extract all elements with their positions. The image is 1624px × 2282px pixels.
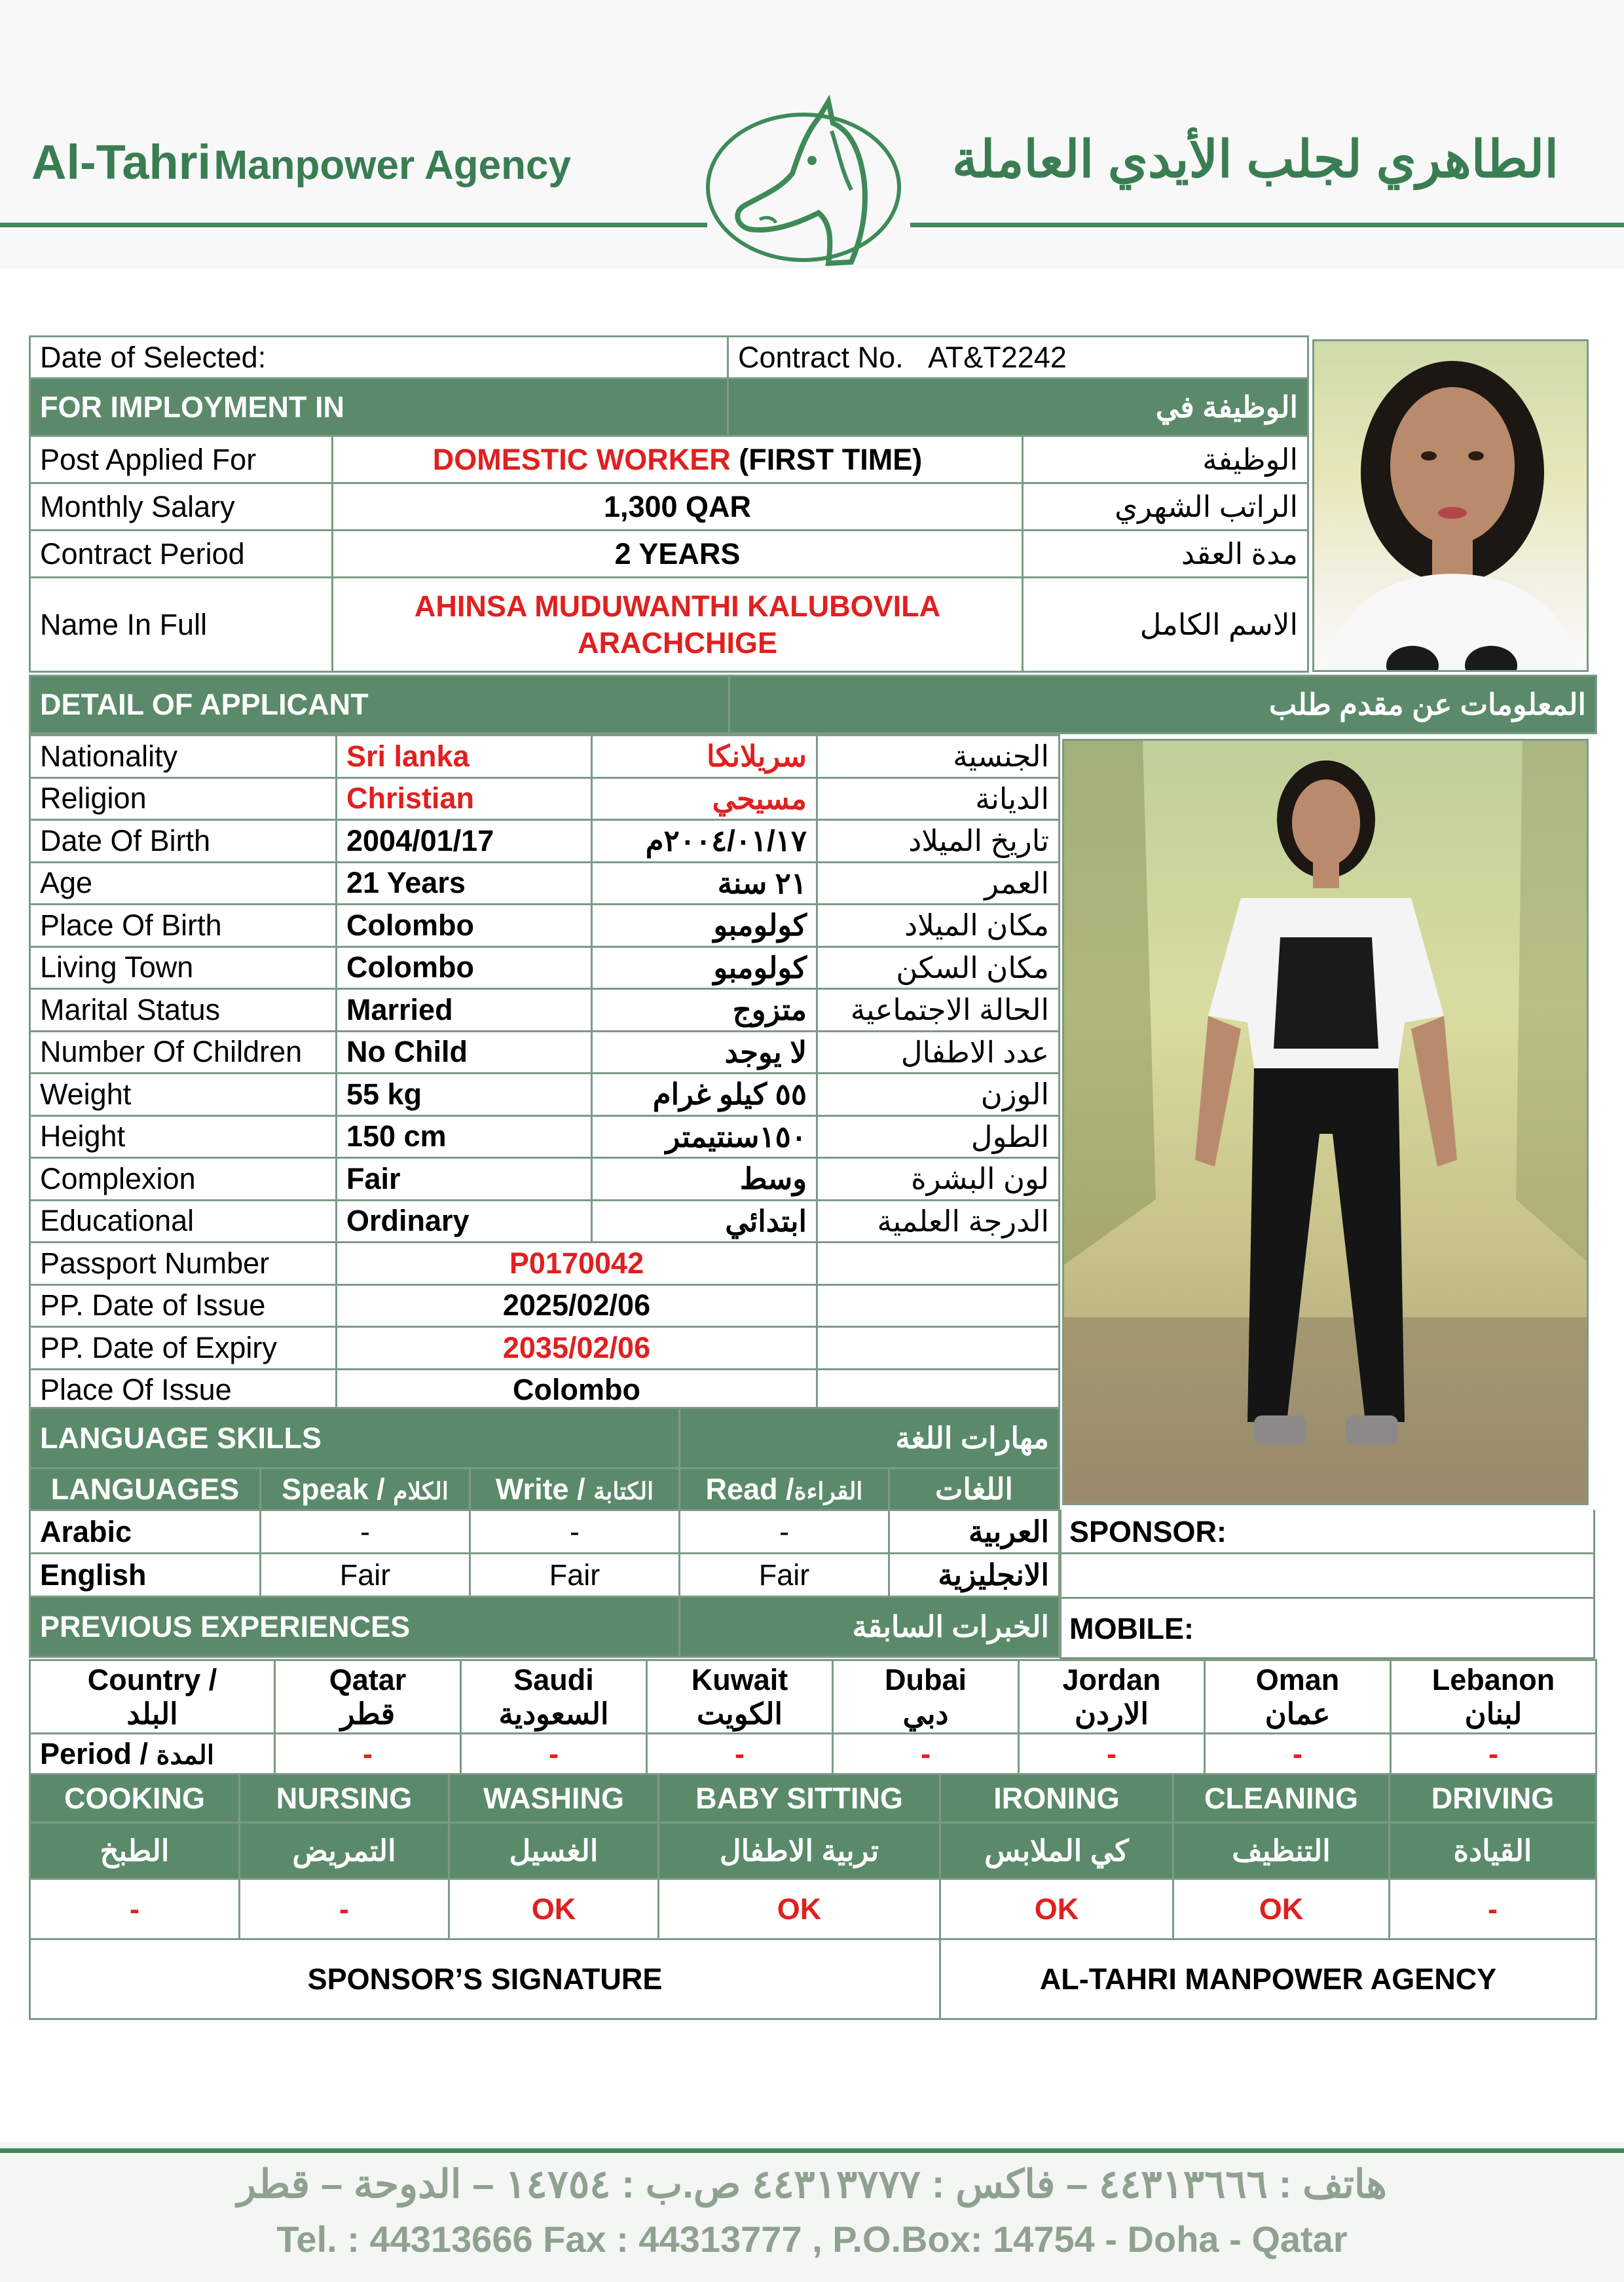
applicant-heading-ar: المعلومات عن مقدم طلب [729,676,1596,734]
period-lebanon: - [1391,1734,1596,1774]
skill-driving-label: DRIVING [1390,1774,1596,1823]
footer-contact-en: Tel. : 44313666 Fax : 44313777 , P.O.Box: 14754 - Doha - Qatar [276,2218,1348,2260]
applicant-field-label: Place Of Birth [30,905,337,947]
employment-heading-ar: الوظيفة في [728,379,1308,436]
experience-heading-en: PREVIOUS EXPERIENCES [30,1597,680,1657]
experience-table [29,1659,1597,1775]
lang-english-speak: Fair [261,1554,470,1597]
passport-field-label: PP. Date of Expiry [30,1327,337,1370]
applicant-field-value: 150 cm [337,1115,592,1158]
skill-driving-label-ar: القيادة [1390,1823,1596,1879]
country-label: Country / البلد [30,1660,275,1734]
applicant-field-value-ar: مسيحي [592,777,817,820]
skill-baby-sitting-value: OK [659,1879,940,1939]
applicant-field-value: Ordinary [337,1200,592,1243]
applicant-field-value: 55 kg [337,1074,592,1116]
passport-field-value: 2025/02/06 [337,1284,817,1327]
applicant-heading [29,675,1597,734]
language-heading-en: LANGUAGE SKILLS [30,1408,680,1468]
country-saudi: Saudi السعودية [461,1660,647,1734]
skill-nursing-label: NURSING [240,1774,449,1823]
passport-field-label: Place Of Issue [30,1369,337,1412]
skill-washing-value: OK [449,1879,659,1939]
passport-field-value: P0170042 [337,1243,817,1285]
lang-arabic-ar: العربية [889,1510,1060,1554]
period-kuwait: - [647,1734,833,1774]
col-languages-ar: اللغات [889,1468,1060,1510]
applicant-field-label: Date Of Birth [30,820,337,863]
passport-field-blank [817,1327,1060,1370]
post-applied-label: Post Applied For [30,436,333,483]
applicant-field-label-ar: مكان الميلاد [817,905,1060,947]
lang-english-read: Fair [680,1554,889,1597]
period-saudi: - [461,1734,647,1774]
date-selected-label: Date of Selected: [30,337,728,379]
applicant-field-label-ar: الديانة [817,777,1060,820]
applicant-field-value-ar: ابتدائي [592,1200,817,1243]
skill-cleaning-value: OK [1173,1879,1390,1939]
period-dubai: - [833,1734,1019,1774]
applicant-field-label: Age [30,862,337,905]
applicant-field-value: Fair [337,1158,592,1201]
skill-baby-sitting-label: BABY SITTING [659,1774,940,1823]
passport-field-blank [817,1369,1060,1412]
applicant-field-value-ar: وسط [592,1158,817,1201]
applicant-field-value: Colombo [337,946,592,989]
contract-period-label: Contract Period [30,531,333,578]
applicant-field-value-ar: لا يوجد [592,1031,817,1074]
applicant-field-label-ar: العمر [817,862,1060,905]
applicant-field-label: Marital Status [30,989,337,1032]
monthly-salary-label: Monthly Salary [30,483,333,531]
lang-arabic-speak: - [261,1510,470,1554]
applicant-field-value-ar: ٢١ سنة [592,862,817,905]
agency-name-en: Al-Tahri Manpower Agency [31,135,571,189]
agency-signature-box: AL-TAHRI MANPOWER AGENCY [940,1939,1596,2019]
col-write: Write / الكتابة [470,1468,680,1510]
monthly-salary-ar: الراتب الشهري [1023,483,1308,531]
lang-arabic-read: - [680,1510,889,1554]
skill-cooking-label: COOKING [30,1774,240,1823]
applicant-field-label-ar: الحالة الاجتماعية [817,989,1060,1032]
skill-ironing-value: OK [940,1879,1173,1939]
period-oman: - [1205,1734,1391,1774]
applicant-field-label-ar: الطول [817,1115,1060,1158]
language-heading-ar: مهارات اللغة [680,1408,1060,1468]
passport-field-label: Passport Number [30,1243,337,1285]
footer-contact-ar: هاتف : ٤٤٣١٣٦٦٦ – فاكس : ٤٤٣١٣٧٧٧ ص.ب : ١٤٧٥٤ – الدوحة – قطر [237,2162,1387,2206]
lang-arabic-write: - [470,1510,680,1554]
passport-field-blank [817,1284,1060,1327]
lang-english: English [30,1554,261,1597]
horse-head-logo-icon [720,92,891,275]
skill-ironing-label-ar: كي الملابس [940,1823,1173,1879]
full-name-label: Name In Full [30,578,333,672]
passport-field-value: Colombo [337,1369,817,1412]
lang-english-write: Fair [470,1554,680,1597]
skill-cooking-value: - [30,1879,240,1939]
contract-period-value: 2 YEARS [333,531,1023,578]
passport-field-value: 2035/02/06 [337,1327,817,1370]
applicant-field-label: Nationality [30,736,337,778]
applicant-field-label-ar: لون البشرة [817,1158,1060,1201]
country-oman: Oman عمان [1205,1660,1391,1734]
sponsor-blank-row [1060,1554,1595,1599]
applicant-field-value-ar: متزوج [592,989,817,1032]
applicant-field-value-ar: كولومبو [592,905,817,947]
country-kuwait: Kuwait الكويت [647,1660,833,1734]
sponsor-label: SPONSOR: [1069,1515,1227,1548]
agency-name-ar: الطاهري لجلب الأيدي العاملة [951,130,1559,188]
header-rule-right [910,223,1624,227]
col-read: Read /القراءة [680,1468,889,1510]
skill-washing-label: WASHING [449,1774,659,1823]
skill-cooking-label-ar: الطبخ [30,1823,240,1879]
applicant-field-label-ar: تاريخ الميلاد [817,820,1060,863]
applicant-details-table [29,734,1060,1412]
country-lebanon: Lebanon لبنان [1391,1660,1596,1734]
applicant-field-value: Sri lanka [337,736,592,778]
applicant-field-label: Weight [30,1074,337,1116]
employment-heading-en: FOR IMPLOYMENT IN [30,379,728,436]
applicant-field-label: Number Of Children [30,1031,337,1074]
post-applied-value: DOMESTIC WORKER (FIRST TIME) [333,436,1023,483]
skill-cleaning-label-ar: التنظيف [1173,1823,1390,1879]
applicant-field-label-ar: عدد الاطفال [817,1031,1060,1074]
applicant-portrait-photo [1312,339,1589,672]
language-skills-table [29,1407,1060,1658]
period-label: Period / المدة [30,1734,275,1774]
applicant-field-label: Complexion [30,1158,337,1201]
mobile-label: MOBILE: [1069,1612,1194,1645]
skill-nursing-value: - [240,1879,449,1939]
lang-english-ar: الانجليزية [889,1554,1060,1597]
applicant-field-value: Married [337,989,592,1032]
applicant-field-value-ar: كولومبو [592,946,817,989]
skill-ironing-label: IRONING [940,1774,1173,1823]
applicant-field-label-ar: الجنسية [817,736,1060,778]
skill-baby-sitting-label-ar: تربية الاطفال [659,1823,940,1879]
full-name-ar: الاسم الكامل [1023,578,1308,672]
applicant-heading-en: DETAIL OF APPLICANT [30,676,729,734]
post-applied-ar: الوظيفة [1023,436,1308,483]
country-dubai: Dubai دبي [833,1660,1019,1734]
applicant-field-label: Height [30,1115,337,1158]
period-jordan: - [1019,1734,1205,1774]
skill-cleaning-label: CLEANING [1173,1774,1390,1823]
experience-heading-ar: الخبرات السابقة [680,1597,1060,1657]
skill-nursing-label-ar: التمريض [240,1823,449,1879]
employment-table [29,335,1309,673]
full-name-value: AHINSA MUDUWANTHI KALUBOVILA ARACHCHIGE [333,578,1023,672]
applicant-field-label: Religion [30,777,337,820]
applicant-field-value: No Child [337,1031,592,1074]
applicant-full-body-photo [1062,739,1589,1505]
passport-field-label: PP. Date of Issue [30,1284,337,1327]
applicant-field-label: Living Town [30,946,337,989]
skill-washing-label-ar: الغسيل [449,1823,659,1879]
contract-number: AT&T2242 [928,340,1067,374]
contract-period-ar: مدة العقد [1023,531,1308,578]
applicant-field-value-ar: ٢٠٠٤/٠١/١٧م [592,820,817,863]
header-rule-left [0,223,707,227]
applicant-field-label-ar: الدرجة العلمية [817,1200,1060,1243]
footer-rule [0,2148,1624,2153]
applicant-field-value: Colombo [337,905,592,947]
applicant-field-value-ar: سريلانكا [592,736,817,778]
applicant-field-label-ar: الوزن [817,1074,1060,1116]
applicant-field-value-ar: ١٥٠سنتيمتر [592,1115,817,1158]
applicant-field-label-ar: مكان السكن [817,946,1060,989]
applicant-field-value: Christian [337,777,592,820]
passport-field-blank [817,1243,1060,1285]
skill-driving-value: - [1390,1879,1596,1939]
country-qatar: Qatar قطر [275,1660,461,1734]
mobile-field [1060,1599,1595,1659]
col-languages: LANGUAGES [30,1468,261,1510]
lang-arabic: Arabic [30,1510,261,1554]
applicant-field-value: 21 Years [337,862,592,905]
contract-cell: Contract No. AT&T2242 [728,337,1308,379]
country-jordan: Jordan الاردن [1019,1660,1205,1734]
monthly-salary-value: 1,300 QAR [333,483,1023,531]
sponsor-field [1060,1510,1595,1554]
period-qatar: - [275,1734,461,1774]
col-speak: Speak / الكلام [261,1468,470,1510]
sponsor-signature-box: SPONSOR’S SIGNATURE [30,1939,940,2019]
applicant-field-value-ar: ٥٥ كيلو غرام [592,1074,817,1116]
applicant-field-label: Educational [30,1200,337,1243]
applicant-field-value: 2004/01/17 [337,820,592,863]
skills-table [29,1773,1597,2020]
